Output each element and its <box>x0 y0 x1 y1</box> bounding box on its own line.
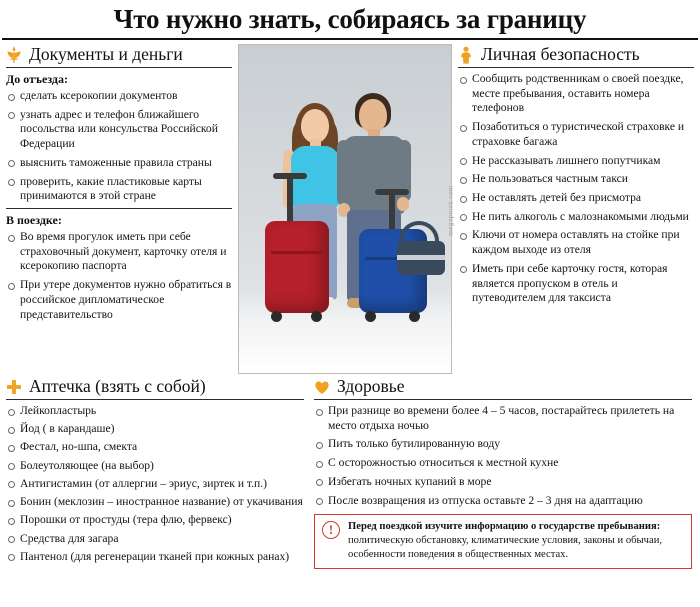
blue-suitcase-wheel-right <box>409 311 420 322</box>
list-item: Антигистамин (от аллергии – эриус, зиртек и т.п.) <box>6 477 304 492</box>
health-title: Здоровье <box>337 376 405 396</box>
warning-box <box>314 514 692 568</box>
list-item: Бонин (меклозин – иностранное название) от укачивания <box>6 495 304 510</box>
woman-head <box>301 109 329 143</box>
documents-sub2: В поездке: <box>6 213 62 228</box>
list-item: Пантенол (для регенерации тканей при кожных ранах) <box>6 550 304 565</box>
list-item: выяснить таможенные правила страны <box>6 156 232 171</box>
firstaid-section <box>0 376 310 569</box>
list-item: Иметь при себе карточку гостя, которая является пропуском в отель и путеводителем для таксиста <box>458 262 694 306</box>
warning-text <box>348 520 684 561</box>
blue-suitcase-handle <box>389 191 395 231</box>
top-columns <box>0 40 700 374</box>
list-item: Средства для загара <box>6 532 304 547</box>
bottom-columns <box>0 374 700 569</box>
list-item: сделать ксерокопии документов <box>6 89 232 104</box>
man-head <box>359 99 387 133</box>
list-item: Лейкопластырь <box>6 404 304 419</box>
documents-divider <box>6 208 232 209</box>
heart-icon <box>314 378 330 396</box>
list-item: проверить, какие пластиковые карты принимаются в этой стране <box>6 175 232 204</box>
list-item: Пить только бутилированную воду <box>314 437 692 452</box>
safety-header <box>458 44 694 68</box>
list-item: Не пользоваться частным такси <box>458 172 694 187</box>
health-list <box>314 404 692 508</box>
list-item: Сообщить родственникам о своей поездке, месте пребывания, оставить номера телефонов <box>458 72 694 116</box>
firstaid-list <box>6 404 304 564</box>
person-icon <box>458 46 474 64</box>
firstaid-header <box>6 376 304 400</box>
safety-list <box>458 72 694 306</box>
man-shirt <box>343 136 405 214</box>
documents-section <box>0 40 238 374</box>
cross-icon <box>6 378 22 396</box>
list-item: Избегать ночных купаний в море <box>314 475 692 490</box>
red-suitcase-wheel-left <box>271 311 282 322</box>
list-item: Фестал, но-шпа, смекта <box>6 440 304 455</box>
health-header <box>314 376 692 400</box>
page-title: Что нужно знать, собираясь за границу <box>113 4 587 34</box>
list-item: Болеутоляющее (на выбор) <box>6 459 304 474</box>
red-suitcase <box>265 221 329 313</box>
documents-sub1: До отъезда: <box>6 72 68 86</box>
warning-lead: Перед поездкой изучите информацию о государстве пребывания: <box>348 521 661 533</box>
health-section <box>310 376 700 569</box>
list-item: Не пить алкоголь с малознакомыми людьми <box>458 210 694 225</box>
list-item: При утере документов нужно обратиться в российское дипломатическое представительство <box>6 278 232 322</box>
list-item: Ключи от номера оставлять на стойке при каждом выходе из отеля <box>458 228 694 257</box>
red-suitcase-wheel-right <box>311 311 322 322</box>
shoulder-bag-stripe <box>397 255 445 260</box>
list-item: узнать адрес и телефон ближайшего посольства или консульства Российской Федерации <box>6 108 232 152</box>
documents-title: Документы и деньги <box>29 44 183 64</box>
safety-section <box>452 40 700 374</box>
list-item: С осторожностью относиться к местной кухне <box>314 456 692 471</box>
list-item: Порошки от простуды (тера флю, фервекс) <box>6 513 304 528</box>
photo-column <box>238 40 455 374</box>
list-item: После возвращения из отпуска оставьте 2 – 3 дня на адаптацию <box>314 494 692 509</box>
list-item: Не рассказывать лишнего попутчикам <box>458 154 694 169</box>
list-item: Не оставлять детей без присмотра <box>458 191 694 206</box>
firstaid-title: Аптечка (взять с собой) <box>29 376 206 396</box>
exclamation-icon: ! <box>322 521 340 539</box>
documents-list-during <box>6 230 232 322</box>
list-item: Йод ( в карандаше) <box>6 422 304 437</box>
list-item: Во время прогулок иметь при себе страховочный документ, карточку отеля и ксерокопию паспорта <box>6 230 232 274</box>
fleur-de-lis-icon <box>6 46 22 64</box>
documents-header <box>6 44 232 68</box>
blue-suitcase-wheel-left <box>365 311 376 322</box>
man-right-hand <box>397 197 409 211</box>
list-item: Позаботиться о туристической страховке и страховке багажа <box>458 120 694 149</box>
photo-watermark: megapoisk.com <box>447 185 455 236</box>
documents-list-before <box>6 89 232 204</box>
couple-with-luggage-photo <box>238 44 455 374</box>
warning-body: политическую обстановку, климатические условия, законы и обычаи, особенности поведения в общественных местах. <box>348 535 663 560</box>
safety-title: Личная безопасность <box>481 44 640 64</box>
red-suitcase-handle <box>287 175 293 225</box>
list-item: При разнице во времени более 4 – 5 часов, постарайтесь прилететь на место отдыха ночью <box>314 404 692 433</box>
